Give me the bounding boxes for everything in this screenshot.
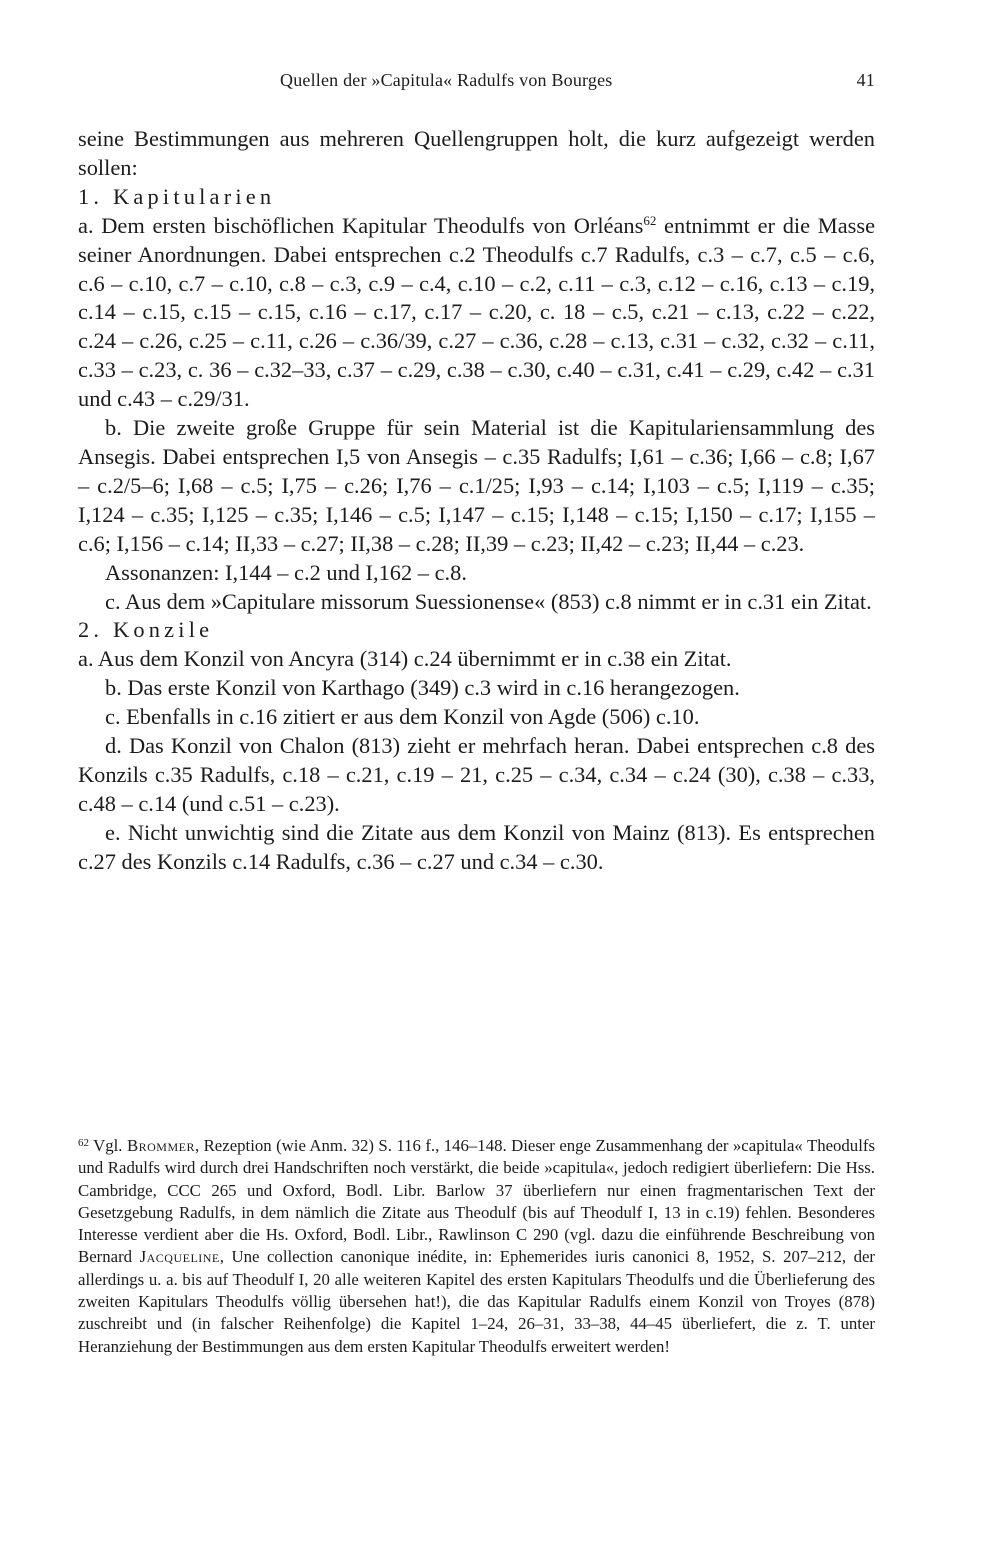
section-1-assonanzen: Assonanzen: I,144 – c.2 und I,162 – c.8. xyxy=(105,559,467,585)
intro-paragraph: seine Bestimmungen aus mehreren Quellengruppen holt, die kurz aufgezeigt werden sollen: xyxy=(78,126,875,180)
footnote-62 xyxy=(78,1135,875,1358)
footnote-reference: 62 xyxy=(643,212,657,228)
section-1-heading-text: 1. Kapitularien xyxy=(78,183,276,209)
footnotes xyxy=(78,1135,875,1358)
section-1-item-a-text-end: entnimmt er die Masse seiner Anordnungen. Dabei entsprechen c.2 Theodulfs c.7 Radulfs, c.3 – c.7, c.5 – c.6, c.6 – c.10, c.7 – c.10, c.8 – c.3, c.9 – c.4, c.10 – c.2, c.11 – c.3, c.12 – c.16, c.13 – c.19, c.14 – c.15, c.15 – c.15, c.16 – c.17, c.17 – c.20, c. 18 – c.5, c.21 – c.13, c.22 – c.22, c.24 – c.26, c.25 – c.11, c.26 – c.36/39, c.27 – c.36, c.28 – c.13, c.31 – c.32, c.32 – c.11, c.33 – c.23, c. 36 – c.32–33, c.37 – c.29, c.38 – c.30, c.40 – c.31, c.41 – c.29, c.42 – c.31 und c.43 – c.29/31. xyxy=(78,212,876,412)
running-header xyxy=(120,70,875,96)
footnote-number: 62 xyxy=(78,1137,89,1149)
section-2-item-a: a. Aus dem Konzil von Ancyra (314) c.24 übernimmt er in c.38 ein Zitat. xyxy=(78,646,732,672)
section-2-item-b: b. Das erste Konzil von Karthago (349) c.3 wird in c.16 herangezogen. xyxy=(105,675,740,701)
page-number: 41 xyxy=(856,70,875,90)
footnote-author-brommer: Brommer xyxy=(126,1136,195,1155)
section-1-item-c: c. Aus dem »Capitulare missorum Suessionense« (853) c.8 nimmt er in c.31 ein Zitat. xyxy=(105,588,872,614)
section-1-item-a xyxy=(78,212,875,414)
section-2-heading-text: 2. Konzile xyxy=(78,617,214,643)
section-1-item-a-text-start: a. Dem ersten bischöflichen Kapitular Theodulfs von Orléans xyxy=(78,212,644,238)
footnote-text-3: , Une collection canonique inédite, in: Ephemerides iuris canonici 8, 1952, S. 207–212, der allerdings u. a. bis auf Theodulf I, 20 alle weiteren Kapitel des ersten Kapitulars Theodulfs und die Überlieferung des zweiten Kapitulars Theodulfs völlig übersehen hat!), die das Kapitular Radulfs einem Konzil von Troyes (878) zuschreibt und (in falscher Reihenfolge) die Kapitel 1–24, 26–31, 33–38, 44–45 überliefert, die z. T. unter Heranziehung der Bestimmungen aus dem ersten Kapitular Theodulfs erweitert werden! xyxy=(78,1247,875,1356)
footnote-text-1: Vgl. xyxy=(89,1136,127,1155)
section-2-item-c: c. Ebenfalls in c.16 zitiert er aus dem Konzil von Agde (506) c.10. xyxy=(105,704,700,730)
section-1-item-b: b. Die zweite große Gruppe für sein Material ist die Kapitulariensammlung des Ansegis. Dabei entsprechen I,5 von Ansegis – c.35 Radulfs; I,61 – c.36; I,66 – c.8; I,67 – c.2/5–6; I,68 – c.5; I,75 – c.26; I,76 – c.1/25; I,93 – c.14; I,103 – c.5; I,119 – c.35; I,124 – c.35; I,125 – c.35; I,146 – c.5; I,147 – c.15; I,148 – c.15; I,150 – c.17; I,155 – c.6; I,156 – c.14; II,33 – c.27; II,38 – c.28; II,39 – c.23; II,42 – c.23; II,44 – c.23. xyxy=(78,415,875,556)
main-text xyxy=(78,125,875,877)
section-2-item-e: e. Nicht unwichtig sind die Zitate aus dem Konzil von Mainz (813). Es entsprechen c.27 des Konzils c.14 Radulfs, c.36 – c.27 und c.34 – c.30. xyxy=(78,819,875,874)
section-1-heading xyxy=(78,183,875,212)
section-2-item-d: d. Das Konzil von Chalon (813) zieht er mehrfach heran. Dabei entsprechen c.8 des Konzils c.35 Radulfs, c.18 – c.21, c.19 – 21, c.25 – c.34, c.34 – c.24 (30), c.38 – c.33, c.48 – c.14 (und c.51 – c.23). xyxy=(78,733,875,816)
section-2-heading xyxy=(78,616,875,645)
footnote-text-2: , Rezeption (wie Anm. 32) S. 116 f., 146–148. Dieser enge Zusammenhang der »capitula« Theodulfs und Radulfs wird durch drei Handschriften noch verstärkt, die beide »capitula«, jedoch redigiert überliefern: Die Hss. Cambridge, CCC 265 und Oxford, Bodl. Libr. Barlow 37 überliefern nur einen fragmentarischen Text der Gesetzgebung Radulfs, in dem nämlich die Zitate aus Theodulf (bis auf Theodulf I, 13 in c.19) fehlen. Besonderes Interesse verdient aber die Hs. Oxford, Bodl. Libr., Rawlinson C 290 (vgl. dazu die einführende Beschreibung von Bernard xyxy=(78,1136,875,1267)
running-title: Quellen der »Capitula« Radulfs von Bourges xyxy=(280,70,613,90)
footnote-author-jacqueline: Jacqueline xyxy=(139,1247,220,1267)
